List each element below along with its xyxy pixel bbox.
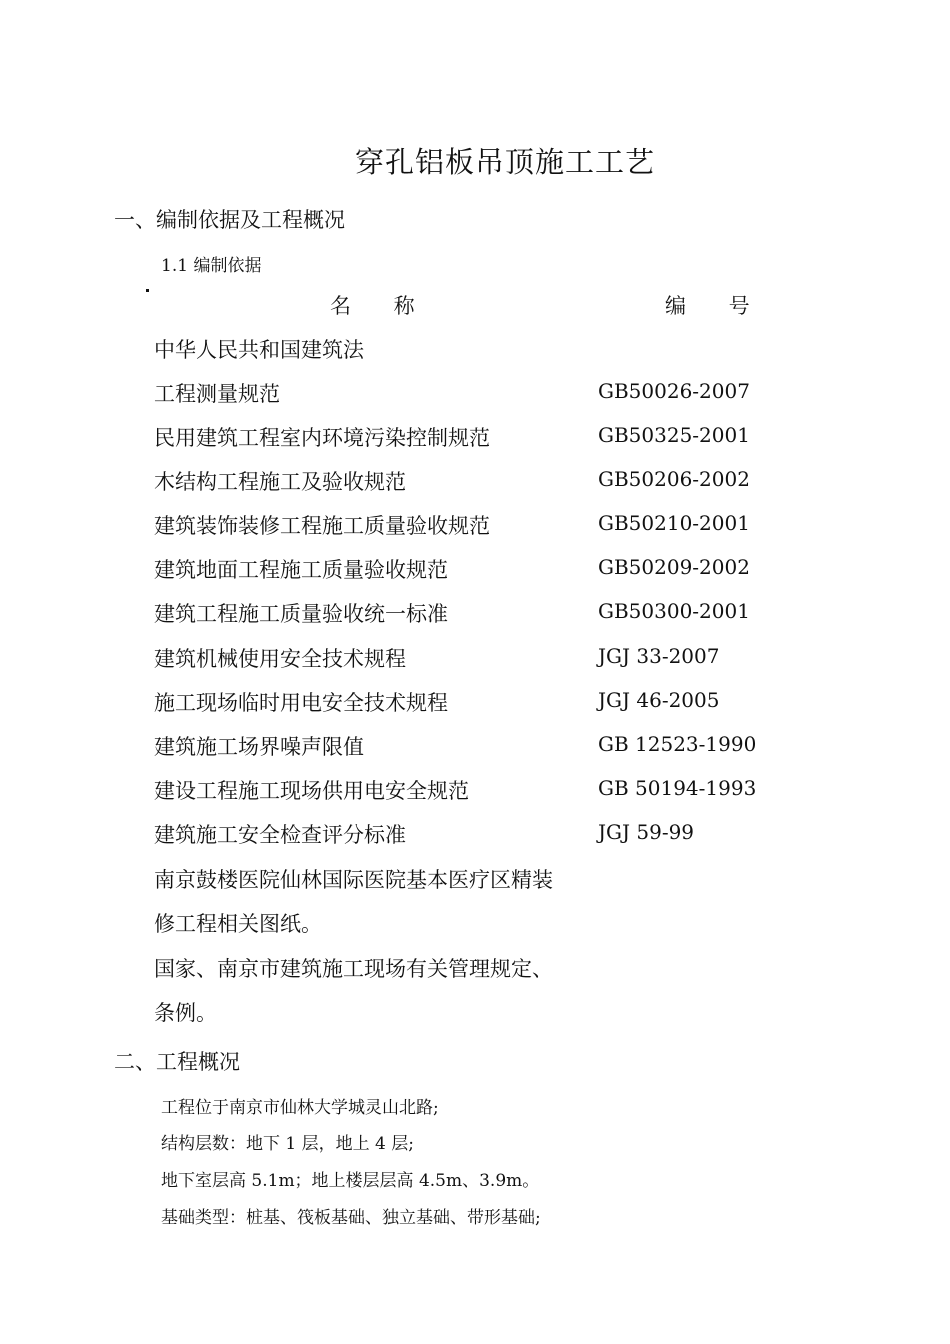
standard-code: GB50325-2001	[598, 423, 750, 447]
table-row	[154, 775, 774, 805]
standard-name: 建筑施工场界噪声限值	[154, 735, 364, 759]
document-title: 穿孔铝板吊顶施工工艺	[354, 145, 655, 179]
standard-code: JGJ 33-2007	[598, 644, 720, 668]
table-row	[154, 598, 774, 628]
standard-code: GB 12523-1990	[598, 732, 757, 756]
table-row	[154, 819, 774, 849]
standard-code: GB50206-2002	[598, 467, 750, 491]
section-heading-basis: 一、编制依据及工程概况	[114, 208, 345, 232]
standard-name: 建筑机械使用安全技术规程	[154, 647, 406, 671]
standard-code: GB50026-2007	[598, 379, 750, 403]
table-row	[154, 687, 774, 717]
standard-name: 建设工程施工现场供用电安全规范	[154, 779, 469, 803]
standard-code: JGJ 46-2005	[598, 688, 720, 712]
basis-paragraph-line: 南京鼓楼医院仙林国际医院基本医疗区精装	[154, 868, 553, 892]
stray-mark	[146, 289, 149, 292]
standard-code: JGJ 59-99	[598, 820, 695, 844]
table-row	[154, 334, 774, 364]
standard-name: 建筑装饰装修工程施工质量验收规范	[154, 514, 490, 538]
overview-line: 结构层数：地下 1 层，地上 4 层;	[161, 1134, 414, 1154]
overview-line: 工程位于南京市仙林大学城灵山北路;	[161, 1098, 439, 1118]
standard-name: 工程测量规范	[154, 382, 280, 406]
overview-line: 基础类型：桩基、筏板基础、独立基础、带形基础;	[161, 1208, 541, 1228]
table-row	[154, 378, 774, 408]
table-row	[154, 466, 774, 496]
table-row	[154, 731, 774, 761]
standard-code: GB50300-2001	[598, 599, 750, 623]
table-header-code: 编 号	[665, 294, 750, 318]
section-heading-overview: 二、工程概况	[114, 1050, 240, 1074]
standard-name: 民用建筑工程室内环境污染控制规范	[154, 426, 490, 450]
standard-name: 木结构工程施工及验收规范	[154, 470, 406, 494]
standard-name: 中华人民共和国建筑法	[154, 338, 364, 362]
table-row	[154, 643, 774, 673]
standard-code: GB 50194-1993	[598, 776, 757, 800]
basis-paragraph-line: 修工程相关图纸。	[154, 912, 322, 936]
basis-paragraph-line: 国家、南京市建筑施工现场有关管理规定、	[154, 957, 553, 981]
subsection-heading-basis: 1.1 编制依据	[161, 256, 262, 276]
standard-name: 建筑地面工程施工质量验收规范	[154, 558, 448, 582]
table-header-name: 名 称	[330, 294, 415, 318]
table-row	[154, 554, 774, 584]
basis-paragraph-line: 条例。	[154, 1001, 217, 1025]
overview-line: 地下室层高 5.1m；地上楼层层高 4.5m、3.9m。	[161, 1171, 540, 1191]
standard-name: 建筑工程施工质量验收统一标准	[154, 602, 448, 626]
table-row	[154, 510, 774, 540]
standard-name: 施工现场临时用电安全技术规程	[154, 691, 448, 715]
standard-code: GB50209-2002	[598, 555, 750, 579]
standard-name: 建筑施工安全检查评分标准	[154, 823, 406, 847]
table-row	[154, 422, 774, 452]
standard-code: GB50210-2001	[598, 511, 750, 535]
